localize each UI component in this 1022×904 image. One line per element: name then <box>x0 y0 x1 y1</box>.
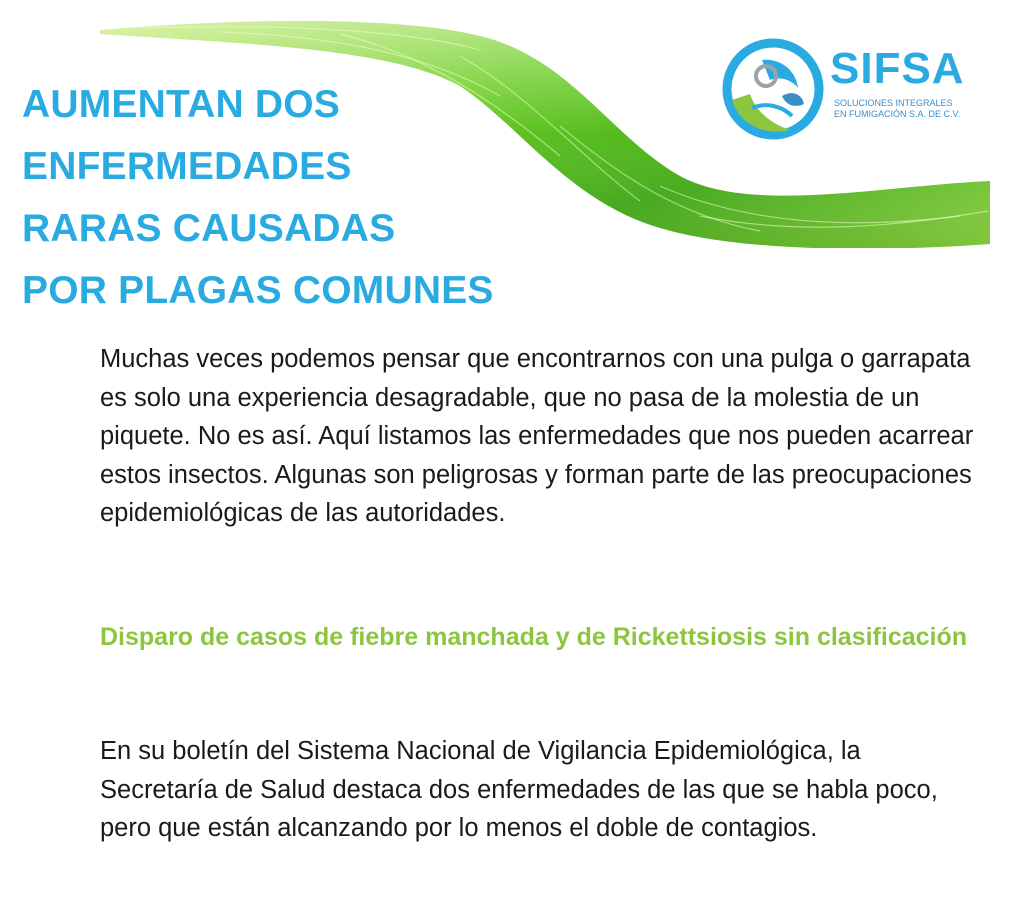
logo-tagline-line: EN FUMIGACIÓN S.A. DE C.V. <box>834 109 961 119</box>
intro-paragraph: Muchas veces podemos pensar que encontrarnos con una pulga o garrapata es solo una experiencia desagradable, que no pasa de la molestia de un piquete. No es así. Aquí listamos las enfermedades que nos pueden acarrear estos insectos. Algunas son peligrosas y forman parte de las preocupaciones epidemiológicas de las autoridades. <box>100 345 974 527</box>
title-line: AUMENTAN DOS <box>22 83 340 126</box>
company-logo <box>722 38 965 138</box>
sifsa-emblem-icon <box>722 38 824 140</box>
logo-tagline <box>834 98 964 120</box>
title-line: RARAS CAUSADAS <box>22 207 396 250</box>
title-line: ENFERMEDADES <box>22 145 352 188</box>
section-subheading: Disparo de casos de fiebre manchada y de Rickettsiosis sin clasificación <box>100 623 968 651</box>
logo-wordmark: SIFSA <box>830 44 965 93</box>
page-title <box>22 74 622 322</box>
logo-tagline-line: SOLUCIONES INTEGRALES <box>834 98 953 108</box>
title-line: POR PLAGAS COMUNES <box>22 269 494 312</box>
body-paragraph: En su boletín del Sistema Nacional de Vigilancia Epidemiológica, la Secretaría de Salud destaca dos enfermedades de las que se habla poco, pero que están alcanzando por lo menos el doble de contagios. <box>100 737 938 842</box>
